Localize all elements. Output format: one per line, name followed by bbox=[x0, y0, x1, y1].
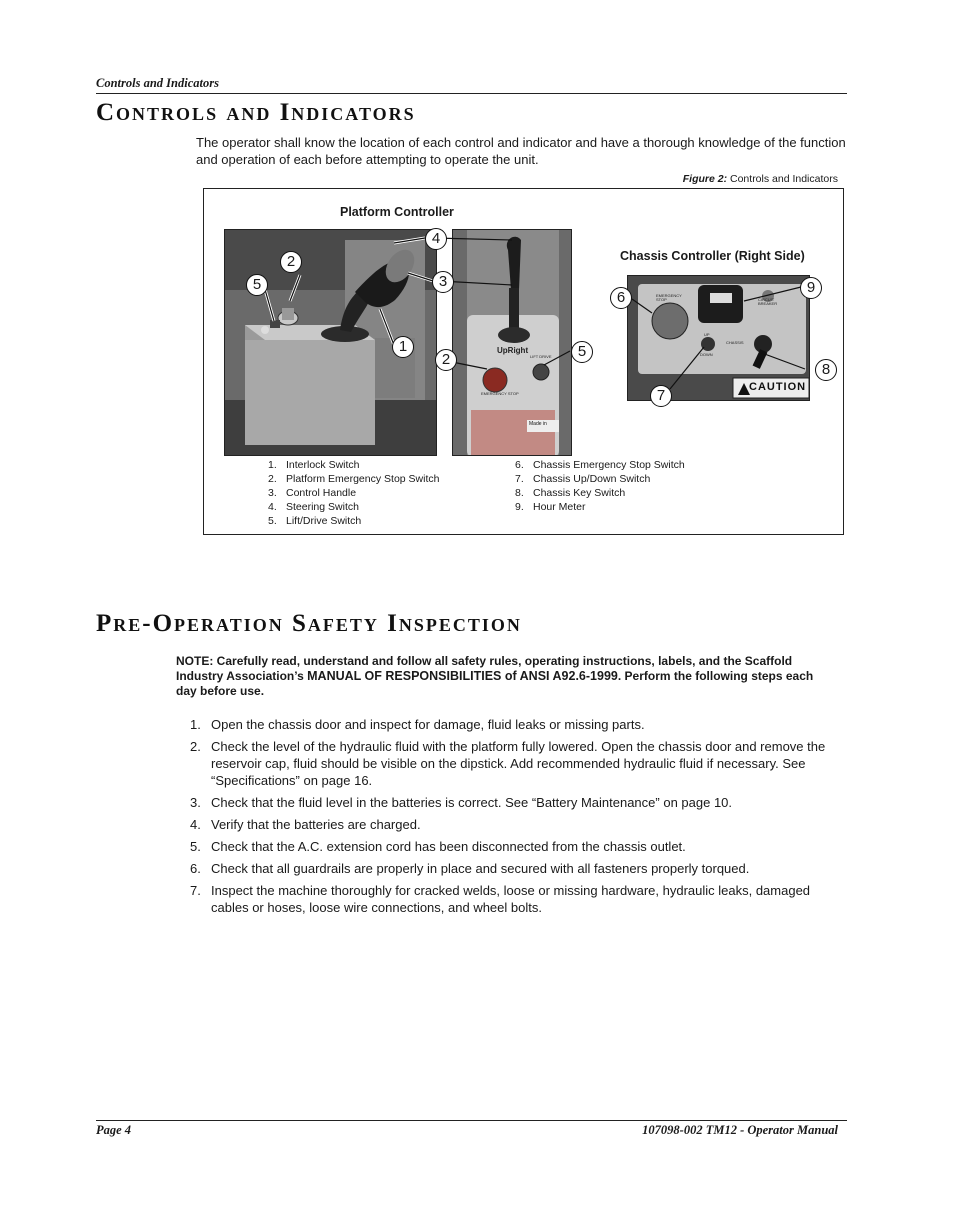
legend-num: 7. bbox=[515, 473, 524, 485]
note-text-c: . Perform the following steps each day before use. bbox=[176, 669, 814, 698]
callout-3: 3 bbox=[432, 271, 454, 293]
legend-left bbox=[268, 458, 439, 528]
legend-label: Platform Emergency Stop Switch bbox=[286, 473, 440, 485]
step-item bbox=[190, 882, 845, 916]
legend-item bbox=[268, 500, 439, 514]
legend-num: 4. bbox=[268, 501, 277, 513]
legend-label: Chassis Up/Down Switch bbox=[533, 473, 651, 485]
down-mini-label: DOWN bbox=[700, 352, 713, 357]
footer-document-id: 107098-002 TM12 - Operator Manual bbox=[642, 1123, 838, 1137]
step-num: 4. bbox=[190, 817, 201, 832]
legend-label: Hour Meter bbox=[533, 501, 586, 513]
lift-mini-label: LIFT bbox=[530, 354, 539, 359]
step-num: 7. bbox=[190, 883, 201, 898]
step-text: Check that the A.C. extension cord has been disconnected from the chassis outlet. bbox=[211, 839, 686, 854]
step-text: Check the level of the hydraulic fluid with the platform fully lowered. Open the chassis door and remove the reservoir cap, fluid should be visible on the dipstick. Add recommended hydraulic fluid if necessary. See “Specifications” on page 16. bbox=[211, 739, 826, 788]
note-label: NOTE: bbox=[176, 654, 214, 668]
legend-label: Chassis Key Switch bbox=[533, 487, 626, 499]
platform-controller-label: Platform Controller bbox=[340, 205, 454, 219]
legend-num: 8. bbox=[515, 487, 524, 499]
note-text-a: Carefully read, understand and follow all safety rules, operating instructions, labels, and the Scaffold Industry Association’s bbox=[176, 654, 793, 683]
legend-item bbox=[268, 472, 439, 486]
circuit-breaker-mini-label: CIRCUIT BREAKER bbox=[758, 297, 778, 306]
step-text: Verify that the batteries are charged. bbox=[211, 817, 421, 832]
section-title-controls: Controls and Indicators bbox=[96, 99, 416, 126]
inspection-steps bbox=[190, 716, 845, 921]
step-num: 6. bbox=[190, 861, 201, 876]
step-num: 2. bbox=[190, 739, 201, 754]
platform-emergency-stop-mini-label: EMERGENCY STOP bbox=[481, 391, 519, 396]
legend-num: 2. bbox=[268, 473, 277, 485]
running-header: Controls and Indicators bbox=[96, 76, 219, 90]
intro-paragraph: The operator shall know the location of each control and indicator and have a thorough knowledge of the function and operation of each before attempting to operate the unit. bbox=[196, 135, 846, 167]
footer-rule bbox=[96, 1120, 847, 1121]
callout-2-platform: 2 bbox=[280, 251, 302, 273]
made-in-label: Made in bbox=[529, 421, 547, 427]
legend-label: Chassis Emergency Stop Switch bbox=[533, 459, 685, 471]
step-item bbox=[190, 738, 845, 789]
legend-num: 1. bbox=[268, 459, 277, 471]
step-num: 5. bbox=[190, 839, 201, 854]
legend-item bbox=[268, 514, 439, 528]
header-rule bbox=[96, 93, 847, 94]
legend-label: Steering Switch bbox=[286, 501, 359, 513]
step-text: Inspect the machine thoroughly for cracked welds, loose or missing hardware, hydraulic leaks, damaged cables or hoses, loose wire connections, and wheel bolts. bbox=[211, 883, 811, 915]
legend-num: 6. bbox=[515, 459, 524, 471]
chassis-emergency-stop-mini-label: EMERGENCY STOP bbox=[656, 293, 682, 302]
step-item bbox=[190, 838, 845, 855]
callout-6: 6 bbox=[610, 287, 632, 309]
safety-note bbox=[176, 654, 831, 699]
legend-item bbox=[515, 458, 685, 472]
legend-item bbox=[515, 472, 685, 486]
step-text: Check that all guardrails are properly in place and secured with all fasteners properly torqued. bbox=[211, 861, 750, 876]
legend-label: Control Handle bbox=[286, 487, 357, 499]
chassis-mini-label: CHASSIS bbox=[726, 340, 744, 345]
footer-page-number: Page 4 bbox=[96, 1123, 132, 1137]
figure-caption-label: Figure 2: bbox=[682, 173, 728, 185]
legend-item bbox=[268, 458, 439, 472]
step-num: 1. bbox=[190, 717, 201, 732]
callout-7: 7 bbox=[650, 385, 672, 407]
section-title-inspection: Pre-Operation Safety Inspection bbox=[96, 610, 522, 637]
step-text: Open the chassis door and inspect for damage, fluid leaks or missing parts. bbox=[211, 717, 645, 732]
step-item bbox=[190, 794, 845, 811]
legend-right bbox=[515, 458, 685, 514]
figure-caption bbox=[683, 173, 838, 185]
note-text-b: MANUAL OF RESPONSIBILITIES of ANSI A92.6-1999 bbox=[307, 669, 618, 683]
legend-num: 9. bbox=[515, 501, 524, 513]
caution-label: CAUTION bbox=[749, 381, 807, 393]
figure-caption-text: Controls and Indicators bbox=[727, 173, 838, 185]
callout-8: 8 bbox=[815, 359, 837, 381]
brand-label: UpRight bbox=[497, 346, 529, 355]
legend-num: 5. bbox=[268, 515, 277, 527]
callout-1: 1 bbox=[392, 336, 414, 358]
legend-item bbox=[268, 486, 439, 500]
legend-label: Lift/Drive Switch bbox=[286, 515, 362, 527]
step-item bbox=[190, 716, 845, 733]
step-text: Check that the fluid level in the batteries is correct. See “Battery Maintenance” on page 10. bbox=[211, 795, 733, 810]
up-mini-label: UP bbox=[704, 332, 710, 337]
callout-5-platform: 5 bbox=[246, 274, 268, 296]
figure-box bbox=[203, 188, 844, 535]
callout-4: 4 bbox=[425, 228, 447, 250]
step-num: 3. bbox=[190, 795, 201, 810]
chassis-controller-label: Chassis Controller (Right Side) bbox=[620, 249, 805, 263]
step-item bbox=[190, 816, 845, 833]
callout-2-top: 2 bbox=[435, 349, 457, 371]
legend-item bbox=[515, 500, 685, 514]
legend-label: Interlock Switch bbox=[286, 459, 360, 471]
callout-9: 9 bbox=[800, 277, 822, 299]
legend-num: 3. bbox=[268, 487, 277, 499]
step-item bbox=[190, 860, 845, 877]
legend-item bbox=[515, 486, 685, 500]
callout-5-top: 5 bbox=[571, 341, 593, 363]
drive-mini-label: DRIVE bbox=[539, 354, 552, 359]
